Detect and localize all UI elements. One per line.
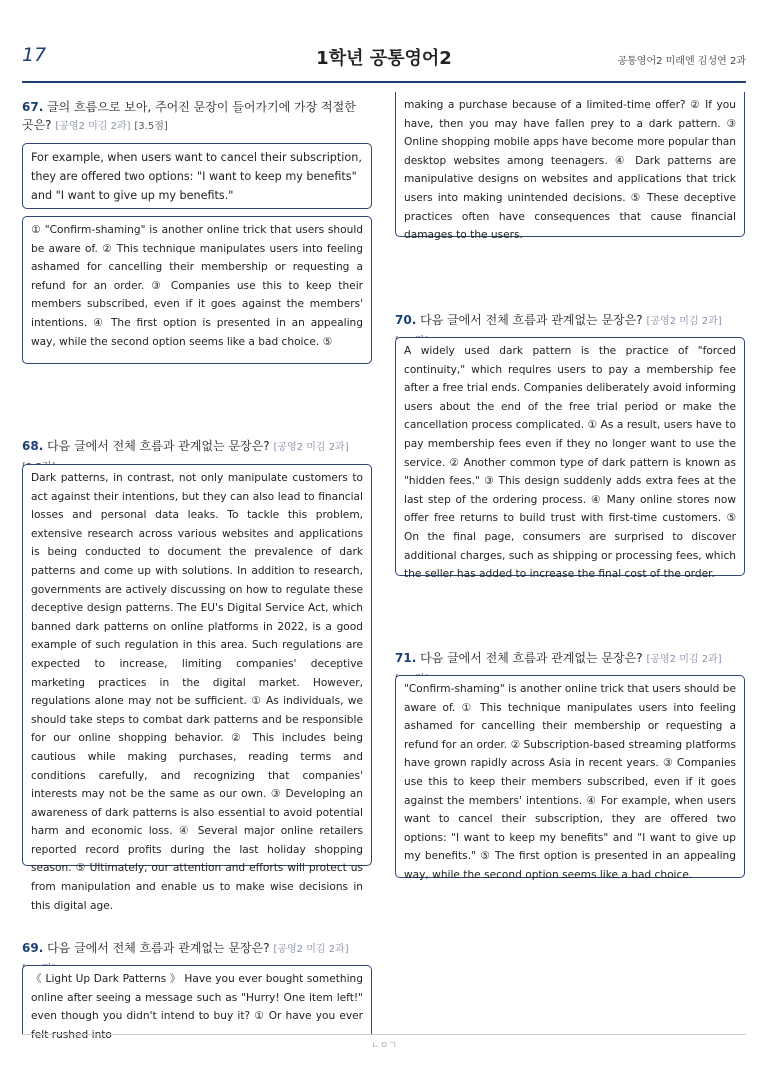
question-text: 글의 흐름으로 보아, 주어진 문장이 들어가기에 가장 적절한 곳은? (22, 100, 356, 132)
question-number: 71. (395, 651, 417, 665)
page-subtitle: 공통영어2 미래엔 김성연 2과 (617, 56, 746, 67)
question-points: [3.5점] (134, 121, 168, 132)
passage-box-71 (395, 675, 745, 881)
passage-box-69-part2 (395, 92, 745, 242)
page-title: 1학년 공통영어2 (316, 48, 452, 69)
header-divider (22, 81, 746, 83)
question-source: [공영2 미김 2과] (55, 121, 131, 132)
passage-text: 《 Light Up Dark Patterns 》 Have you ever bought something online after seeing a message such as "Hurry! One item left!" even though you didn't intend to buy it? ① Or have you ever (31, 973, 363, 1023)
given-sentence-box (22, 143, 372, 209)
footer-mark: ㄴㅇㄱ (370, 1041, 398, 1051)
question-number: 67. (22, 100, 44, 114)
question-text: 다음 글에서 전체 흐름과 관계없는 문장은? (420, 651, 643, 665)
passage-box-68 (22, 464, 372, 912)
question-source: [공영2 미김 2과] (646, 654, 722, 665)
question-number: 69. (22, 941, 44, 955)
passage-text: making a purchase because of a limited-time offer? ② If you have, then you may have fallen prey to a dark pattern. ③ Online shopping mobile apps have become more popular than desktop websites among teenagers. ④ Dark patterns are manipulative designs on websites and applications that trick users into making unintended decisions. ⑤ These deceptive practices often have consequences that cause financial damages to the users. (404, 99, 736, 242)
page-number: 17 (22, 44, 47, 66)
passage-text: Dark patterns, in contrast, not only manipulate customers to act against their intentions, but they can also lead to financial losses and personal data leaks. To tackle this problem, extensive research across various websites and applications is being conducted to document the prevalence of dark patterns and come up with solutions. In addition to research, governments are actively discussing on how to regulate these deceptive design patterns. The EU's Digital Service Act, which banned dark patterns on online platforms in 2022, is a good example of such regulation in this area. Such regulations are expected to increase, limiting companies' deceptive marketing practices in the digital market. However, regulations alone may not be sufficient. ① As individuals, we should take steps to combat dark patterns and be responsible for our online shopping behavior. ② This includes being cautious while making purchases, reading terms and conditions carefully, and recognizing that companies' interests may not be the same as our own. ③ Developing an awareness of dark patterns is also essential to avoid potential harm and economic loss. ④ Several major online retailers reported record profits during the last holiday shopping season. ⑤ Ultimately, our attention and efforts will protect us from manipulation and enable us to make wise decisions in this digital age. (31, 472, 363, 912)
question-text: 다음 글에서 전체 흐름과 관계없는 문장은? (47, 941, 270, 955)
passage-text: "Confirm-shaming" is another online trick that users should be aware of. ① This technique manipulates users into feeling ashamed for cancelling their membership or requesting a refund for an order. ② Subscription-based streaming platforms have grown rapidly across Asia in recent years. ③ Companies use this to keep their members subscribed, even if it goes against the members' intentions. ④ For example, when users want to cancel their subscription, they are offered two options: "I want to keep my benefits" and "I want to give up my benefits." ⑤ The first option is presented in an appealing way, while the second option seems like a bad choice. (404, 683, 736, 881)
question-source: [공영2 미김 2과] (646, 316, 722, 327)
passage-box-69-part1 (22, 965, 372, 1034)
question-number: 68. (22, 439, 44, 453)
question-source: [공영2 미김 2과] (273, 944, 349, 955)
given-sentence: For example, when users want to cancel their subscription, they are offered two options: "I want to keep my benefits" and "I want to give up my benefits." (31, 151, 362, 202)
question-text: 다음 글에서 전체 흐름과 관계없는 문장은? (420, 313, 643, 327)
passage-text: A widely used dark pattern is the practice of "forced continuity," which requires users to pay a membership fee after a free trial ends. Companies deliberately avoid informing users about the end of the free trial period or make the cancellation process complicated. ① As a result, users have to pay membership fees even if they no longer want to use the service. ② Another common type of dark pattern is known as "hidden fees." ③ This design suddenly adds extra fees at the last step of the ordering process. ④ Many online stores now offer free returns to build trust with first-time customers. ⑤ On the final page, consumers are surprised to discover additional charges, such as shipping or processing fees, which the seller has added to increase the final cost of the order. (404, 345, 736, 581)
question-text: 다음 글에서 전체 흐름과 관계없는 문장은? (47, 439, 270, 453)
footer-divider (22, 1034, 746, 1035)
passage-box-70 (395, 337, 745, 581)
question-source: [공영2 미김 2과] (273, 442, 349, 453)
passage-box-67 (22, 216, 372, 364)
question-number: 70. (395, 313, 417, 327)
passage-text: ① "Confirm-shaming" is another online trick that users should be aware of. ② This technique manipulates users into feeling ashamed for cancelling their membership or requesting a refund for an order. ③ Companies use this to keep their members subscribed, even if it goes against the members' intentions. ④ The first option is presented in an appealing way, while the second option seems like a bad choice. ⑤ (31, 224, 363, 348)
question-67 (22, 98, 370, 136)
